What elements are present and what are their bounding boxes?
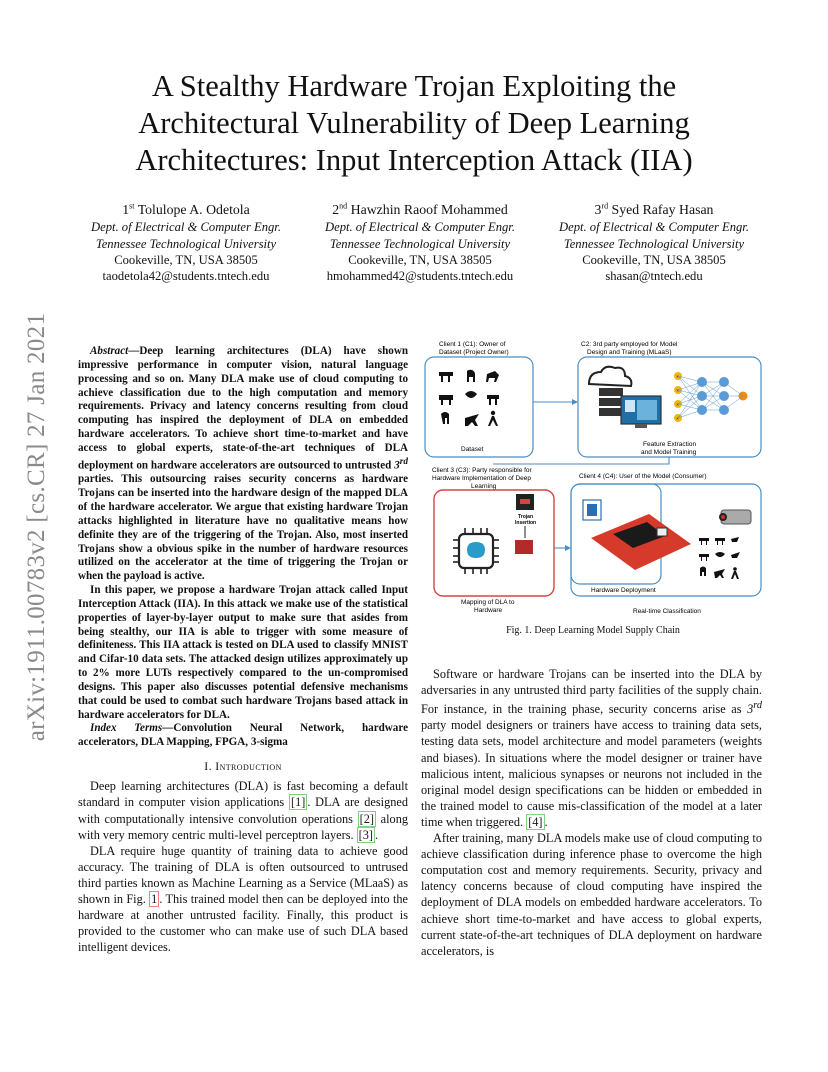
- author-location: Cookeville, TN, USA 38505: [114, 252, 258, 267]
- monitor-screen: [625, 400, 635, 412]
- index-terms-label: Index Terms: [90, 722, 163, 735]
- supply-chain-diagram: [421, 338, 765, 618]
- svg-text:x: x: [676, 373, 679, 379]
- trojan-horse-icon: [515, 540, 533, 554]
- index-terms: [78, 722, 408, 750]
- title-line-1: A Stealthy Hardware Trojan Exploiting the: [151, 69, 677, 103]
- classified-icons: [699, 537, 740, 579]
- arxiv-stamp-text: arXiv:1911.00783v2 [cs.CR] 27 Jan 2021: [23, 312, 50, 742]
- right-paragraph-1: Software or hardware Trojans can be inserted into the DLA by adversaries in any untrusted third party facilities of the supply chain. For instance, in the training phase, security concerns arise as 3rd party model designers or trainers have access to training data sets, testing data sets, model architecture and model parameters (weights and biases). In situations where the model designer or trainer have malicious intent, malicious synapses or neurons not included in the original model design specifications can be hidden or embedded in the trained model to cause mis-classification of the model at a later time when triggered. [4] .: [421, 667, 762, 829]
- paper-title: [80, 68, 748, 179]
- svg-text:x: x: [676, 415, 679, 421]
- figure-link[interactable]: 1: [151, 891, 158, 906]
- author-name: 1st Tolulope A. Odetola: [122, 201, 250, 217]
- author-location: Cookeville, TN, USA 38505: [582, 252, 726, 267]
- camera-icon: [719, 510, 751, 524]
- intro-paragraph-2: DLA require huge quantity of training data to achieve good accuracy. The training of DLA is often outsourced to untrused third parties known as Machine Learning as a Service (MLaaS) as shown in Fig. 1 . This trained model then can be deployed into the hardware at another untrusted facility. Finally, this product is provided to the customer who can make use of such DLA based intelligent devices.: [78, 843, 408, 955]
- mapping-label-b: Hardware: [474, 607, 503, 614]
- rt-class-label: Real-time Classification: [633, 608, 701, 615]
- person-icon: [491, 411, 495, 415]
- chip-brain-icon: [453, 528, 499, 574]
- figure-caption: Fig. 1. Deep Learning Model Supply Chain: [506, 625, 680, 636]
- c2-label-b: Design and Training (MLaaS): [587, 349, 672, 356]
- author-dept: Dept. of Electrical & Computer Engr.: [91, 220, 281, 235]
- author-block: [70, 202, 770, 284]
- author-3: [538, 202, 770, 284]
- c4-label: Client 4 (C4): User of the Model (Consumer): [579, 473, 707, 480]
- c3-label-a: Client 3 (C3): Party responsible for: [432, 467, 532, 474]
- hacker-icon: [516, 494, 534, 510]
- author-2: [304, 202, 536, 284]
- feature-label-b: and Model Training: [641, 449, 697, 456]
- author-email[interactable]: hmohammed42@students.tntech.edu: [326, 269, 514, 284]
- mapping-label-a: Mapping of DLA to: [461, 599, 515, 606]
- citation-link[interactable]: [4]: [528, 814, 543, 829]
- c3-label-b: Hardware Implementation of Deep: [432, 475, 531, 482]
- author-dept: Dept. of Electrical & Computer Engr.: [325, 220, 515, 235]
- abstract-paragraph-2: In this paper, we propose a hardware Trojan attack called Input Interception Attack (IIA). In this attack we make use of the statistical properties of layer-by-layer output to make sure that asides from being stealthy, our IIA is able to trigger with some measure of definiteness. This IIA attack is tested on DLA used to classify MNIST and Cifar-10 data sets. The attacked design utilizes approximately up to 2% more LUTs respectively compared to the un-compromised designs. This paper also discusses potential defensive mechanisms that could be used to combat such hardware Trojans based attack in hardware accelerators for DLA.: [78, 584, 408, 721]
- c1-label-a: Client 1 (C1): Owner of: [439, 341, 506, 348]
- author-email[interactable]: shasan@tntech.edu: [605, 269, 703, 284]
- section-heading-introduction: I. Introduction: [204, 759, 282, 774]
- intro-paragraph-1: Deep learning architectures (DLA) is fast becoming a default standard in computer vision applications [1] . DLA are designed with computationally intensive convolution operations [2] along with very memory centric multi-level perceptron layers. [3] .: [78, 779, 408, 842]
- citation-link[interactable]: [3]: [358, 827, 373, 842]
- index-terms-text: —Convolution Neural Network, hardware accelerators, DLA Mapping, FPGA, 3-sigma: [78, 722, 408, 749]
- c3-label-c: Learning: [471, 483, 497, 490]
- right-paragraph-2: After training, many DLA models make use of cloud computing to achieve classification during inference phase to overcome the high computation cost and memory requirements. Security, privacy and latency concerns because of cloud computing have inspired the deployment of DLA models on embedded hardware accelerators. To achieve short time-to-market and have access to global experts, current state-of-the-art techniques of DLA deployment on hardware accelerators, is: [421, 831, 762, 958]
- arrow-c2-c3: [493, 457, 669, 464]
- server-icon: [599, 408, 623, 416]
- author-university: Tennessee Technological University: [563, 236, 745, 251]
- title-line-2: Architectural Vulnerability of Deep Learning: [138, 106, 690, 140]
- author-dept: Dept. of Electrical & Computer Engr.: [559, 220, 749, 235]
- author-1: [70, 202, 302, 284]
- arrow-head: [572, 399, 578, 405]
- abstract-math: 3: [394, 459, 400, 472]
- server-icon: [599, 398, 623, 406]
- trojan-label-b: Insertion: [515, 520, 537, 526]
- arxiv-stamp: [18, 292, 56, 762]
- citation-link[interactable]: [2]: [359, 811, 374, 826]
- abstract-math-sup: rd: [399, 456, 408, 467]
- left-column: [78, 345, 408, 955]
- author-university: Tennessee Technological University: [329, 236, 511, 251]
- c2-label-a: C2: 3rd party employed for Model: [581, 341, 678, 348]
- author-email[interactable]: taodetola42@students.tntech.edu: [102, 269, 270, 284]
- svg-text:x: x: [676, 401, 679, 407]
- abstract-text-1a: —Deep learning architectures (DLA) have shown impressive performance in computer vision, natural language processing and so on. Many DLA make use of cloud computing to achieve classification due to the high computation and memory requirements. Privacy and latency concerns resulting from cloud computing has inspired the deployment of DLA on embedded hardware accelerators. To achieve short time-to-market and have access to global experts, state-of-the-art techniques of DLA deployment on hardware accelerators are outsourced to untrusted: [78, 345, 408, 472]
- monitor-stand: [635, 424, 647, 428]
- dataset-label: Dataset: [461, 446, 484, 453]
- c1-label-b: Dataset (Project Owner): [439, 349, 509, 356]
- abstract: [78, 345, 408, 722]
- abstract-label: Abstract: [90, 345, 129, 357]
- citation-link[interactable]: [1]: [290, 795, 306, 810]
- figure-supply-chain: [421, 338, 765, 618]
- arrow-head: [565, 545, 571, 551]
- title-line-3: Architectures: Input Interception Attack (IIA): [135, 143, 693, 177]
- author-name: 3rd Syed Rafay Hasan: [594, 201, 714, 217]
- right-column: [421, 666, 762, 959]
- trojan-label-a: Trojan: [518, 514, 534, 520]
- hw-deploy-label: Hardware Deployment: [591, 587, 656, 594]
- svg-text:x: x: [676, 387, 679, 393]
- author-university: Tennessee Technological University: [95, 236, 277, 251]
- author-name: 2nd Hawzhin Raoof Mohammed: [332, 201, 508, 217]
- monitor-screen: [637, 400, 657, 420]
- abstract-text-1b: parties. This outsourcing raises security concerns as hardware Trojans can be inserted into the hardware design of the mapped DLA of the hardware accelerator. We argue that existing hardware Trojan attacks highlighted in literature have no qualitative means how definite they are of the triggering of the Trojan. Also, most inserted Trojans show a obvious spike in the number of hardware resources utilized on the accelerator at the time of triggering the Trojan or when the payload is active.: [78, 473, 408, 583]
- server-icon: [599, 388, 623, 396]
- author-location: Cookeville, TN, USA 38505: [348, 252, 492, 267]
- feature-label-a: Feature Extraction: [643, 441, 697, 448]
